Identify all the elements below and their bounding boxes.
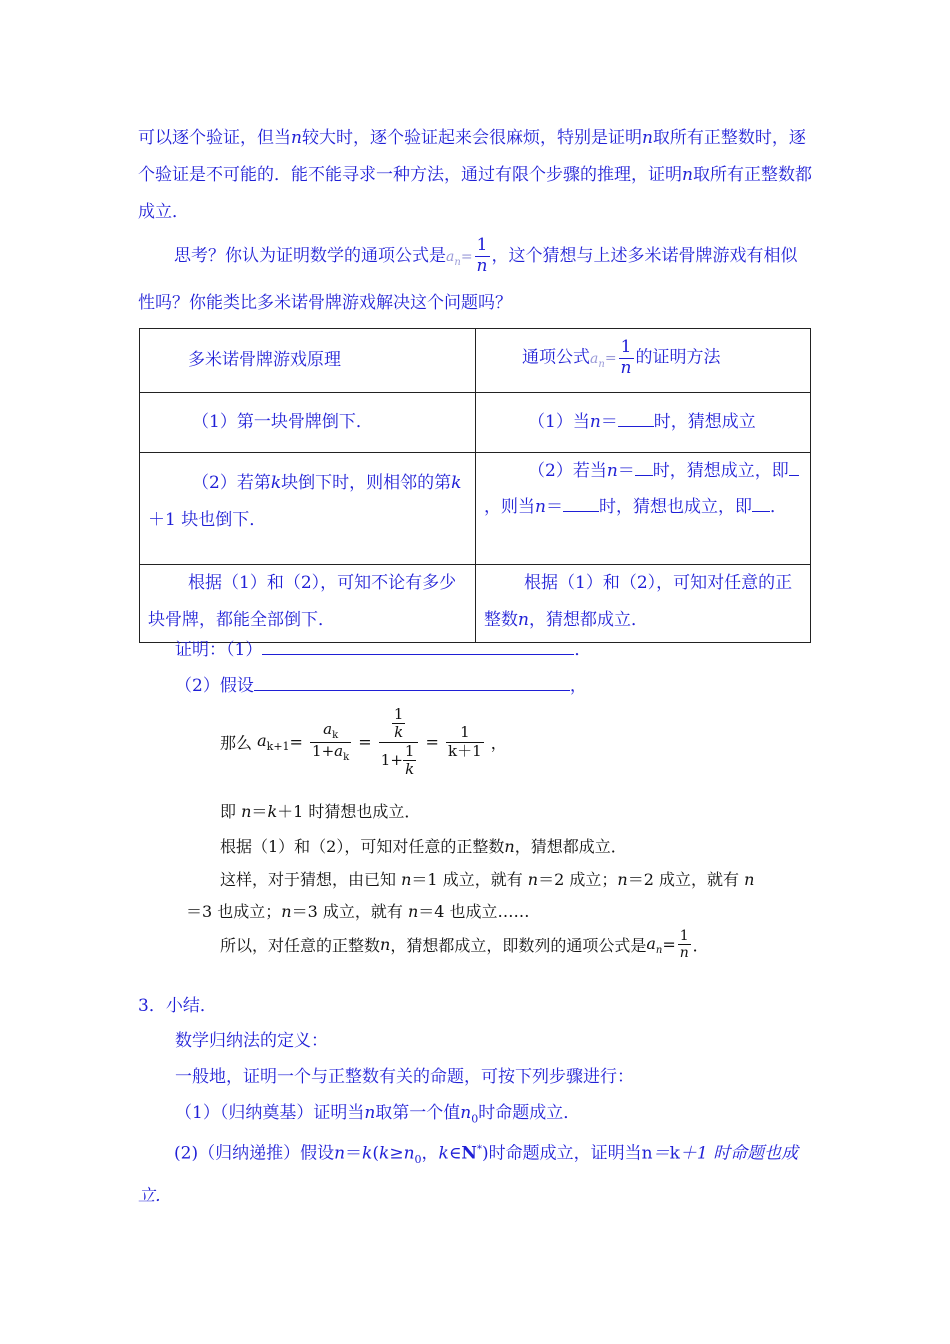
cell-domino-step1: （1）第一块骨牌倒下． [140,393,476,453]
proof-step2: （2）假设 ， [175,668,775,705]
summary-general: 一般地，证明一个与正整数有关的命题，可按下列步骤进行： [175,1067,634,1087]
comparison-table [139,328,811,643]
cell-proof-step1: （1）当n＝ 时，猜想成立 [476,393,811,453]
table-row [140,565,811,643]
calc-fraction-2: $\frac{1}{k}$ 1+ $\frac{1}{k}$ [379,706,419,778]
table-header-right: 通项公式$a_n=$ $\frac{1}{n}$ 的证明方法 [476,329,811,393]
cell-proof-step2: （2）若当n＝ 时，猜想成立，即，则当n＝ 时，猜想也成立，即 ． [476,453,811,565]
formula-fraction: $\frac{1}{n}$ [476,235,488,276]
cell-proof-conclusion: 根据（1）和（2），可知对任意的正整数n，猜想都成立． [476,565,811,643]
cell-domino-conclusion: 根据（1）和（2），可知不论有多少块骨牌，都能全部倒下． [140,565,476,643]
table-row [140,453,811,565]
proof-calculation: 那么 $a_{k+1}=$ $\frac{a_k}{1+a_k}$ = $\frac{1}{k}$ 1+ $\frac{1}{k}$ = $\frac{1}{k+1}$ ， [220,705,507,778]
summary-heading: 3．小结． [138,996,217,1016]
calc-fraction-3: $\frac{1}{k+1}$ [448,723,482,760]
summary-step1: （1）（归纳奠基）证明当n取第一个值$n_0$时命题成立． [175,1103,581,1126]
proof-line-zheyang-2: ＝3 也成立；n＝3 成立，就有 n＝4 也成立…… [186,902,530,921]
table-row [140,393,811,453]
proof-line-ji: 即 n＝k＋1 时猜想也成立． [220,802,421,821]
formula-an: $a_n$ [446,249,461,268]
proof-line-zheyang-1: 这样，对于猜想，由已知 n＝1 成立，就有 n＝2 成立；n＝2 成立，就有 n [220,870,755,889]
calc-fraction-1: $\frac{a_k}{1+a_k}$ [312,720,350,763]
table-header-left: 多米诺骨牌游戏原理 [140,329,476,393]
summary-step2: (2)（归纳递推）假设$n=k(k\ge n_0$，k∈N*)时命题成立，证明当n＝k＋1 时命题也成立． [138,1143,799,1207]
intro-paragraph-2: 思考？你认为证明数学的通项公式是$a_n=$ $\frac{1}{n}$ ，这个猜想与上述多米诺骨牌游戏有相似性吗？你能类比多米诺骨牌游戏解决这个问题吗？ [138,235,798,313]
proof-line-genju: 根据（1）和（2），可知对任意的正整数n，猜想都成立． [220,837,627,856]
cell-domino-step2: （2）若第k块倒下时，则相邻的第k＋1 块也倒下． [140,453,476,565]
table-row [140,329,811,393]
proof-step1: 证明：（1） ． [175,632,775,669]
intro-paragraph-1: 可以逐个验证，但当n较大时，逐个验证起来会很麻烦，特别是证明n取所有正整数时，逐个验证是不可能的．能不能寻求一种方法，通过有限个步骤的推理，证明n取所有正整数都成立． [138,128,812,222]
proof-line-suoyi: 所以，对任意的正整数n，猜想都成立，即数列的通项公式是$a_n=$ $\frac{1}{n}$ ． [220,928,709,962]
summary-definition: 数学归纳法的定义： [175,1031,328,1051]
